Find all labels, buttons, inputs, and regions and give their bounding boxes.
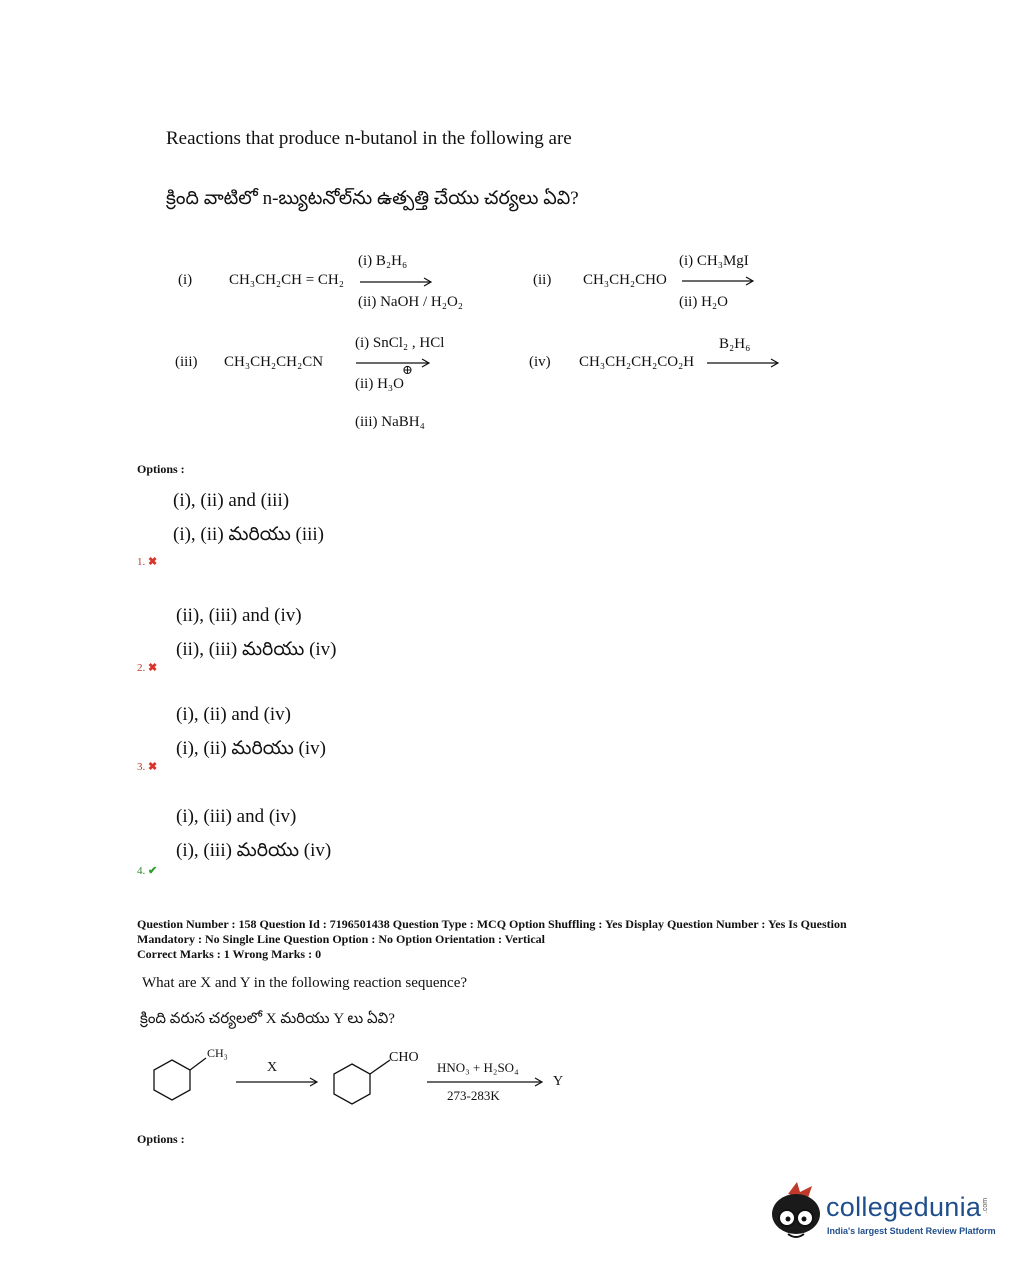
option-3-english[interactable]: (i), (ii) and (iv) (176, 704, 292, 725)
option-2-english[interactable]: (ii), (iii) and (iv) (176, 605, 302, 626)
logo-tagline: India's largest Student Review Platform (827, 1226, 996, 1236)
reaction-arrow-nitration (427, 1077, 545, 1087)
reaction-arrow-i (360, 277, 434, 287)
reaction-label-i: (i) (178, 272, 193, 288)
reaction-reactant-iv: CH₃CH₂CH₂CO₂H (579, 354, 695, 370)
reaction-reagent-below-i: (ii) NaOH / H₂O₂ (358, 294, 464, 310)
question-meta (137, 917, 877, 962)
question2-title-english: What are X and Y in the following reaction sequence? (142, 975, 468, 991)
question-title-english: Reactions that produce n-butanol in the following are (166, 128, 572, 149)
option-4-english[interactable]: (i), (iii) and (iv) (176, 806, 297, 827)
option-4-number-text: 4. (137, 865, 146, 877)
option-2-number-text: 2. (137, 662, 146, 674)
option-3-number (137, 760, 157, 773)
product-y-label: Y (553, 1074, 564, 1089)
oxonium-charge-symbol: ⊕ (402, 362, 413, 377)
question-title-telugu: క్రింది వాటిలో n-బ్యుటనోల్‌ను ఉత్పత్తి చేయు చర్యలు ఏవి? (166, 188, 579, 209)
question-meta-line1: Question Number : 158 Question Id : 7196501438 Question Type : MCQ Option Shuffling : Yes Display Question Number : Yes Is Question (137, 917, 847, 931)
reaction-label-iv: (iv) (529, 354, 551, 370)
reagent-x-label: X (267, 1060, 278, 1075)
option-3-number-text: 3. (137, 761, 146, 773)
option-1-number (137, 555, 157, 568)
option-4-number (137, 864, 157, 877)
temperature-label: 273-283K (447, 1088, 500, 1103)
option-4-telugu[interactable]: (i), (iii) మరియు (iv) (176, 840, 332, 861)
option-1-telugu[interactable]: (i), (ii) మరియు (iii) (173, 524, 325, 545)
option-1-number-text: 1. (137, 556, 146, 568)
reaction-reagent-above-iii: (i) SnCl₂ , HCl (355, 335, 445, 351)
wrong-mark-icon: ✖ (148, 662, 158, 674)
reaction-reagent-below-ii: (ii) H₂O (679, 294, 728, 310)
wrong-mark-icon: ✖ (148, 761, 158, 773)
wrong-mark-icon: ✖ (148, 556, 158, 568)
option-3-telugu[interactable]: (i), (ii) మరియు (iv) (176, 738, 326, 759)
question-marks: Correct Marks : 1 Wrong Marks : 0 (137, 947, 322, 961)
mascot-icon (768, 1180, 826, 1246)
aldehyde-group-label: CHO (389, 1050, 419, 1065)
correct-check-icon: ✔ (148, 865, 158, 877)
reaction-arrow-iii (356, 358, 432, 368)
reaction-arrow-x (236, 1077, 320, 1087)
reaction-reactant-i: CH₃CH₂CH = CH₂ (229, 272, 344, 288)
logo-suffix: .com (982, 1197, 990, 1214)
reaction-reactant-ii: CH₃CH₂CHO (583, 272, 667, 288)
options-label-q2: Options : (137, 1132, 185, 1146)
option-2-telugu[interactable]: (ii), (iii) మరియు (iv) (176, 639, 337, 660)
reaction-label-iii: (iii) (175, 354, 198, 370)
methyl-group-label: CH₃ (207, 1046, 228, 1060)
options-label: Options : (137, 462, 185, 476)
option-1-english[interactable]: (i), (ii) and (iii) (173, 490, 290, 511)
reaction-reactant-iii: CH₃CH₂CH₂CN (224, 354, 324, 370)
nitration-reagent-label: HNO₃ + H₂SO₄ (437, 1060, 519, 1075)
option-2-number (137, 661, 157, 674)
question-meta-line2: Mandatory : No Single Line Question Option : No Option Orientation : Vertical (137, 932, 546, 946)
question2-title-telugu: క్రింది వరుస చర్యలలో X మరియు Y లు ఏవి? (140, 1011, 395, 1027)
reaction-reagent-above-iv: B₂H₆ (719, 336, 751, 352)
reaction-reagent-above-i: (i) B₂H₆ (358, 253, 408, 269)
reaction-reagent-below-iii: (ii) H₃O (355, 376, 404, 392)
reaction-label-ii: (ii) (533, 272, 552, 288)
logo-name: collegedunia (826, 1192, 982, 1222)
reaction-arrow-ii (682, 276, 756, 286)
reaction-reagent-above-ii: (i) CH₃MgI (679, 253, 749, 269)
reaction-arrow-iv (707, 358, 781, 368)
collegedunia-logo (768, 1180, 998, 1250)
reaction-reagent-extra-iii: (iii) NaBH₄ (355, 414, 425, 430)
